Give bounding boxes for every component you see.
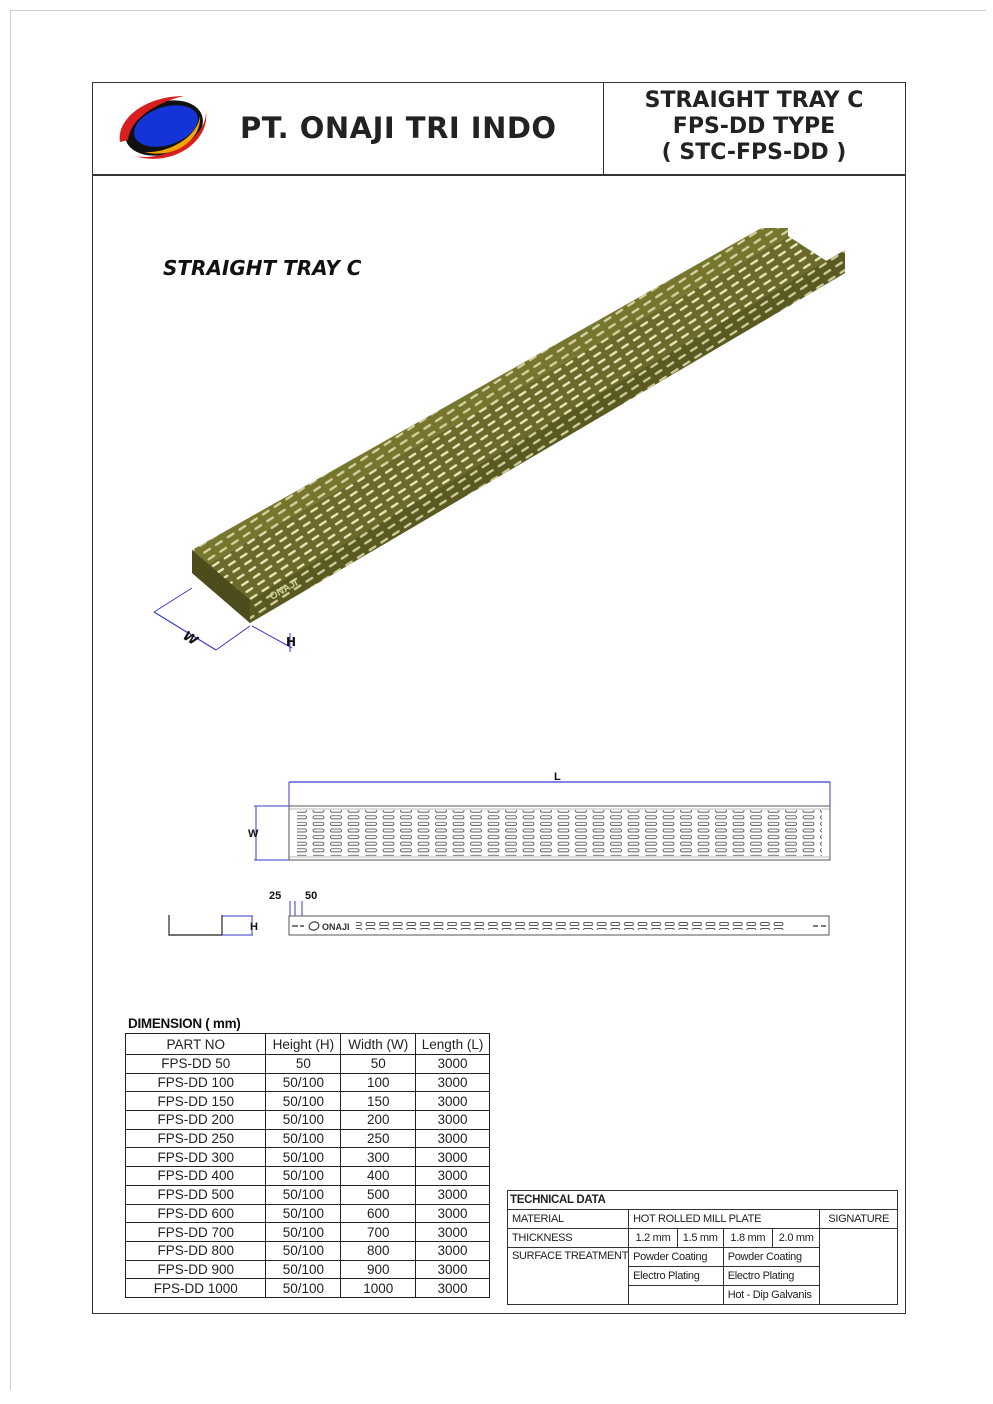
table-row xyxy=(126,1092,490,1111)
width-cell: 700 xyxy=(341,1223,416,1242)
product-heading: STRAIGHT TRAY C xyxy=(163,256,362,280)
length-cell: 3000 xyxy=(416,1260,490,1279)
thickness-value: 1.5 mm xyxy=(677,1229,723,1248)
part-no-cell: FPS-DD 1000 xyxy=(126,1279,266,1298)
thickness-value: 1.2 mm xyxy=(629,1229,678,1248)
thickness-label: THICKNESS xyxy=(508,1229,629,1248)
technical-data-header-row xyxy=(508,1191,898,1210)
width-cell: 600 xyxy=(341,1204,416,1223)
height-cell: 50/100 xyxy=(266,1185,341,1204)
table-row xyxy=(126,1223,490,1242)
length-cell: 3000 xyxy=(416,1241,490,1260)
table-row xyxy=(126,1129,490,1148)
part-no-cell: FPS-DD 250 xyxy=(126,1129,266,1148)
width-cell: 400 xyxy=(341,1167,416,1186)
column-header-part-no: PART NO xyxy=(126,1034,266,1055)
surface-option: Hot - Dip Galvanis xyxy=(723,1286,820,1305)
material-row xyxy=(508,1210,898,1229)
column-header-height: Height (H) xyxy=(266,1034,341,1055)
length-cell: 3000 xyxy=(416,1185,490,1204)
technical-data-title: TECHNICAL DATA xyxy=(508,1191,898,1210)
part-no-cell: FPS-DD 400 xyxy=(126,1167,266,1186)
table-row xyxy=(126,1279,490,1298)
material-label: MATERIAL xyxy=(508,1210,629,1229)
dimension-table-header-row xyxy=(126,1034,490,1055)
thickness-row xyxy=(508,1229,898,1248)
table-row xyxy=(126,1204,490,1223)
width-cell: 250 xyxy=(341,1129,416,1148)
dim-50-label: 50 xyxy=(305,890,318,902)
width-cell: 500 xyxy=(341,1185,416,1204)
title-line-2: FPS-DD TYPE xyxy=(672,114,836,139)
width-cell: 100 xyxy=(341,1073,416,1092)
surface-option: Powder Coating xyxy=(723,1248,820,1267)
width-cell: 900 xyxy=(341,1260,416,1279)
table-row xyxy=(126,1185,490,1204)
page-edge-left xyxy=(10,10,11,1390)
part-no-cell: FPS-DD 200 xyxy=(126,1111,266,1130)
height-cell: 50/100 xyxy=(266,1167,341,1186)
dimension-table xyxy=(125,1033,490,1298)
signature-label: SIGNATURE xyxy=(820,1210,898,1229)
height-cell: 50/100 xyxy=(266,1204,341,1223)
width-cell: 800 xyxy=(341,1241,416,1260)
thickness-value: 1.8 mm xyxy=(723,1229,772,1248)
part-no-cell: FPS-DD 500 xyxy=(126,1185,266,1204)
surface-option xyxy=(629,1286,724,1305)
part-no-cell: FPS-DD 900 xyxy=(126,1260,266,1279)
table-row xyxy=(126,1167,490,1186)
length-cell: 3000 xyxy=(416,1204,490,1223)
column-header-length: Length (L) xyxy=(416,1034,490,1055)
iso-width-label: W xyxy=(179,628,200,649)
isometric-tray-drawing xyxy=(140,228,860,660)
company-logo xyxy=(114,90,214,165)
height-cell: 50/100 xyxy=(266,1092,341,1111)
company-name: PT. ONAJI TRI INDO xyxy=(240,111,557,145)
part-no-cell: FPS-DD 100 xyxy=(126,1073,266,1092)
brand-mark-iso: ONAJI xyxy=(268,577,300,603)
height-cell: 50/100 xyxy=(266,1260,341,1279)
brand-mark-side: ONAJI xyxy=(322,922,350,932)
height-cell: 50/100 xyxy=(266,1223,341,1242)
table-row xyxy=(126,1073,490,1092)
technical-data-table xyxy=(507,1190,898,1305)
length-cell: 3000 xyxy=(416,1167,490,1186)
table-row xyxy=(126,1055,490,1074)
page-edge-top xyxy=(10,10,986,11)
length-cell: 3000 xyxy=(416,1129,490,1148)
length-cell: 3000 xyxy=(416,1073,490,1092)
part-no-cell: FPS-DD 150 xyxy=(126,1092,266,1111)
width-cell: 1000 xyxy=(341,1279,416,1298)
length-cell: 3000 xyxy=(416,1111,490,1130)
height-cell: 50/100 xyxy=(266,1241,341,1260)
top-view-drawing xyxy=(240,768,840,868)
part-no-cell: FPS-DD 50 xyxy=(126,1055,266,1074)
signature-box xyxy=(820,1229,898,1305)
length-cell: 3000 xyxy=(416,1279,490,1298)
surface-option: Electro Plating xyxy=(629,1267,724,1286)
column-header-width: Width (W) xyxy=(341,1034,416,1055)
length-cell: 3000 xyxy=(416,1223,490,1242)
part-no-cell: FPS-DD 600 xyxy=(126,1204,266,1223)
height-cell: 50/100 xyxy=(266,1148,341,1167)
part-no-cell: FPS-DD 300 xyxy=(126,1148,266,1167)
top-width-label: W xyxy=(248,828,259,840)
table-row xyxy=(126,1260,490,1279)
dim-25-label: 25 xyxy=(269,890,282,902)
height-cell: 50/100 xyxy=(266,1073,341,1092)
part-no-cell: FPS-DD 700 xyxy=(126,1223,266,1242)
surface-option: Electro Plating xyxy=(723,1267,820,1286)
document-title xyxy=(606,88,902,166)
title-line-3: ( STC-FPS-DD ) xyxy=(661,140,847,165)
part-no-cell: FPS-DD 800 xyxy=(126,1241,266,1260)
height-cell: 50 xyxy=(266,1055,341,1074)
section-height-label: H xyxy=(250,921,258,933)
material-value: HOT ROLLED MILL PLATE xyxy=(629,1210,820,1229)
side-view-drawing xyxy=(160,885,840,940)
width-cell: 300 xyxy=(341,1148,416,1167)
table-row xyxy=(126,1241,490,1260)
width-cell: 50 xyxy=(341,1055,416,1074)
surface-treatment-label: SURFACE TREATMENT xyxy=(508,1248,629,1305)
width-cell: 200 xyxy=(341,1111,416,1130)
dimension-table-title: DIMENSION ( mm) xyxy=(128,1016,241,1031)
thickness-value: 2.0 mm xyxy=(773,1229,820,1248)
height-cell: 50/100 xyxy=(266,1111,341,1130)
surface-option: Powder Coating xyxy=(629,1248,724,1267)
iso-height-label: H xyxy=(286,635,297,649)
table-row xyxy=(126,1111,490,1130)
title-block-divider xyxy=(603,82,604,176)
length-cell: 3000 xyxy=(416,1092,490,1111)
height-cell: 50/100 xyxy=(266,1279,341,1298)
length-cell: 3000 xyxy=(416,1055,490,1074)
table-row xyxy=(126,1148,490,1167)
length-cell: 3000 xyxy=(416,1148,490,1167)
title-line-1: STRAIGHT TRAY C xyxy=(644,88,864,113)
width-cell: 150 xyxy=(341,1092,416,1111)
top-length-label: L xyxy=(554,771,561,783)
height-cell: 50/100 xyxy=(266,1129,341,1148)
